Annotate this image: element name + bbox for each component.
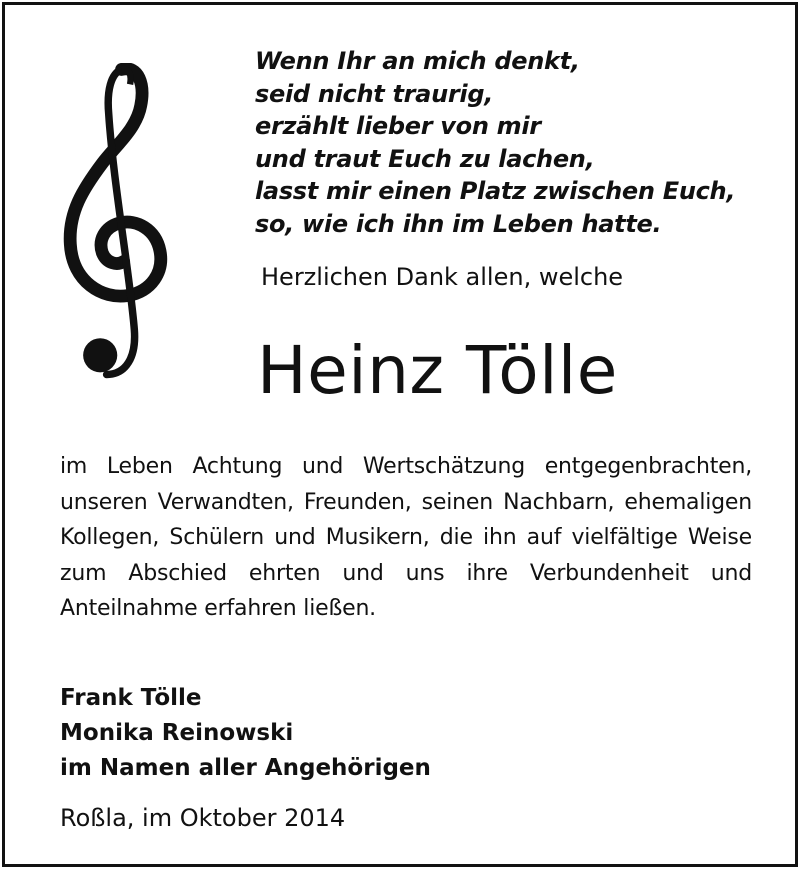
poem bbox=[255, 45, 775, 240]
signer-line: Frank Tölle bbox=[60, 685, 202, 711]
signers bbox=[60, 681, 431, 786]
place-date: Roßla, im Oktober 2014 bbox=[60, 804, 346, 832]
poem-line: lasst mir einen Platz zwischen Euch, bbox=[255, 177, 736, 205]
body-text: im Leben Achtung und Wertschätzung entgegenbrachten, unseren Verwandten, Freunden, seinen Nachbarn, ehemaligen Kollegen, Schülern und Musikern, die ihn auf vielfältige Weise zum Abschied ehrten und uns ihre Verbundenheit und Anteilnahme erfahren ließen. bbox=[60, 454, 752, 621]
poem-line: Wenn Ihr an mich denkt, bbox=[255, 47, 580, 75]
poem-line: erzählt lieber von mir bbox=[255, 112, 541, 140]
signer-line: Monika Reinowski bbox=[60, 720, 294, 746]
treble-clef-icon bbox=[57, 63, 169, 383]
poem-line: so, wie ich ihn im Leben hatte. bbox=[255, 209, 662, 238]
deceased-name: Heinz Tölle bbox=[257, 332, 618, 409]
poem-line: seid nicht traurig, bbox=[255, 79, 494, 108]
notice-frame bbox=[2, 2, 798, 867]
signer-line: im Namen aller Angehörigen bbox=[60, 755, 431, 781]
thanks-intro: Herzlichen Dank allen, welche bbox=[261, 263, 624, 291]
poem-line: und traut Euch zu lachen, bbox=[255, 144, 595, 173]
